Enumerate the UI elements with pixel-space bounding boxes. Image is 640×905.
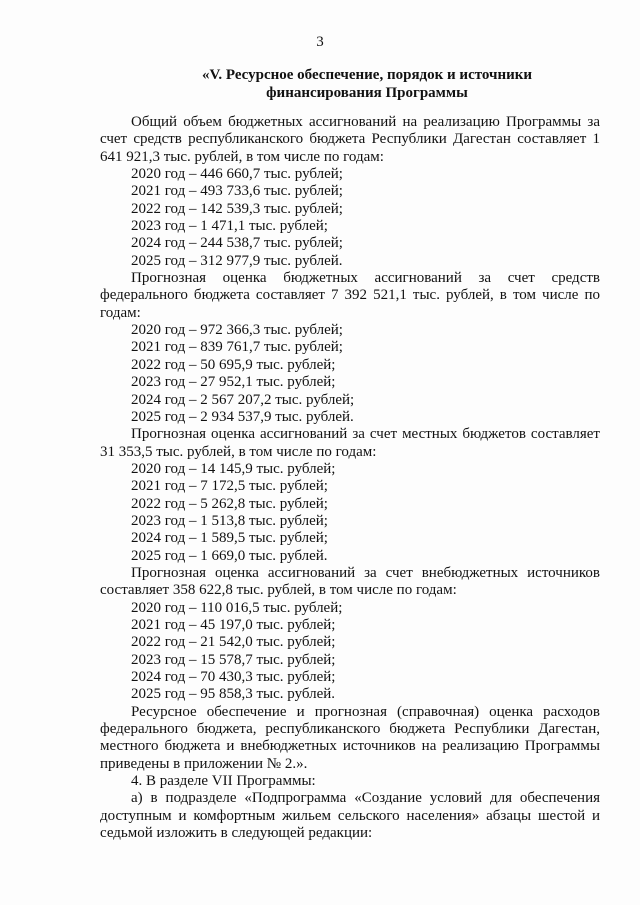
list-item: 2025 год – 95 858,3 тыс. рублей. [131,686,336,703]
list-item: 2020 год – 972 366,3 тыс. рублей; [131,322,343,339]
year-list-local-budgets [100,461,600,565]
paragraph-section-vii: 4. В разделе VII Программы: [131,773,316,790]
list-item: 2025 год – 312 977,9 тыс. рублей. [131,252,343,269]
section-title-line-2: финансирования Программы [266,85,468,101]
year-list-republic-budget [100,166,600,270]
list-item: 2023 год – 1 513,8 тыс. рублей; [131,512,328,529]
list-item: 2021 год – 493 733,6 тыс. рублей; [131,183,343,200]
list-item: 2021 год – 839 761,7 тыс. рублей; [131,339,343,356]
list-item: 2022 год – 142 539,3 тыс. рублей; [131,200,343,217]
list-item: 2022 год – 50 695,9 тыс. рублей; [131,356,336,373]
list-item: 2021 год – 7 172,5 тыс. рублей; [131,478,328,495]
list-item: 2025 год – 1 669,0 тыс. рублей. [131,547,328,564]
list-item: 2023 год – 15 578,7 тыс. рублей; [131,651,336,668]
list-item: 2020 год – 110 016,5 тыс. рублей; [131,599,343,616]
list-item: 2022 год – 5 262,8 тыс. рублей; [131,495,328,512]
page-number: 3 [316,34,324,50]
paragraph-subprogram-amendment: а) в подразделе «Подпрограмма «Создание условий для обеспечения доступным и комфортным жильем сельского населения» абзацы шестой и седьмой изложить в следующей редакции: [100,790,600,842]
section-title-line-1: «V. Ресурсное обеспечение, порядок и источники [201,67,533,83]
year-list-extrabudgetary-sources [100,600,600,704]
list-item: 2024 год – 70 430,3 тыс. рублей; [131,669,336,685]
list-item: 2024 год – 1 589,5 тыс. рублей; [131,530,328,547]
section-title [100,66,634,102]
year-list-federal-budget [100,322,600,426]
list-item: 2022 год – 21 542,0 тыс. рублей; [131,634,336,651]
list-item: 2024 год – 244 538,7 тыс. рублей; [131,235,343,252]
list-item: 2020 год – 14 145,9 тыс. рублей; [131,460,336,477]
list-item: 2023 год – 1 471,1 тыс. рублей; [131,218,328,235]
list-item: 2020 год – 446 660,7 тыс. рублей; [131,166,343,183]
paragraph-local-budgets: Прогнозная оценка ассигнований за счет местных бюджетов составляет 31 353,5 тыс. рублей, в том числе по годам: [100,426,600,460]
list-item: 2021 год – 45 197,0 тыс. рублей; [131,616,336,633]
paragraph-total-republic-budget: Общий объем бюджетных ассигнований на реализацию Программы за счет средств республиканского бюджета Республики Дагестан составляет 1 641 921,3 тыс. рублей, в том числе по годам: [100,114,600,165]
paragraph-federal-budget: Прогнозная оценка бюджетных ассигнований за счет средств федерального бюджета составляет 7 392 521,1 тыс. рублей, в том числе по годам: [100,270,600,321]
paragraph-resource-provision-note: Ресурсное обеспечение и прогнозная (справочная) оценка расходов федерального бюджета, республиканского бюджета Республики Дагестан, местного бюджета и внебюджетных источников на реализацию Программы приведены в приложении № 2.». [100,703,600,772]
list-item: 2023 год – 27 952,1 тыс. рублей; [131,374,336,391]
document-body [100,114,600,842]
list-item: 2025 год – 2 934 537,9 тыс. рублей. [131,408,354,425]
list-item: 2024 год – 2 567 207,2 тыс. рублей; [131,391,355,408]
paragraph-extrabudgetary-sources: Прогнозная оценка ассигнований за счет внебюджетных источников составляет 358 622,8 тыс. рублей, в том числе по годам: [100,564,600,599]
